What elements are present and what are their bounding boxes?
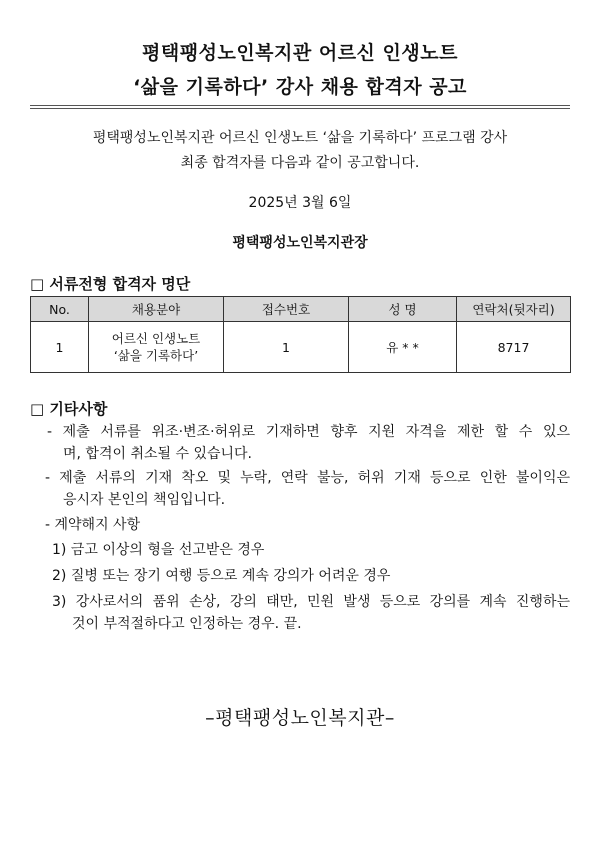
note-item-falsification: - 제출 서류를 위조·변조·허위로 기재하면 향후 지원 자격을 제한 할 수 있으 bbox=[47, 424, 570, 440]
cell-receipt: 1 bbox=[224, 322, 349, 373]
cell-no: 1 bbox=[31, 322, 89, 373]
note-item-responsibility: - 제출 서류의 기재 착오 및 누락, 연락 불능, 허위 기재 등으로 인한 불이익은 bbox=[45, 470, 570, 486]
cell-field bbox=[89, 322, 224, 373]
header-receipt-number: 접수번호 bbox=[224, 297, 349, 322]
header-field: 채용분야 bbox=[89, 297, 224, 322]
cell-contact: 8717 bbox=[457, 322, 571, 373]
section-heading-other: □ 기타사항 bbox=[30, 400, 108, 418]
termination-item-3-cont: 것이 부적절하다고 인정하는 경우. 끝. bbox=[72, 616, 302, 632]
notice-title-line1: 평택팽성노인복지관 어르신 인생노트 bbox=[142, 42, 458, 64]
footer-organization: –평택팽성노인복지관– bbox=[205, 707, 395, 729]
cell-name: 유 * * bbox=[349, 322, 457, 373]
intro-line2: 최종 합격자를 다음과 같이 공고합니다. bbox=[180, 155, 420, 171]
termination-item-3: 3) 강사로서의 품위 손상, 강의 태만, 민원 발생 등으로 강의를 계속 진행하는 bbox=[52, 594, 570, 610]
termination-item-1: 1) 금고 이상의 형을 선고받은 경우 bbox=[52, 542, 265, 558]
note-item-responsibility-cont: 응시자 본인의 책임입니다. bbox=[63, 492, 226, 508]
cell-field-line1: 어르신 인생노트 bbox=[111, 331, 201, 346]
intro-line1: 평택팽성노인복지관 어르신 인생노트 ‘삶을 기록하다’ 프로그램 강사 bbox=[92, 130, 508, 146]
header-name: 성 명 bbox=[349, 297, 457, 322]
title-divider-bottom bbox=[30, 108, 570, 109]
termination-item-2: 2) 질병 또는 장기 여행 등으로 계속 강의가 어려운 경우 bbox=[52, 568, 391, 584]
section-heading-passers: □ 서류전형 합격자 명단 bbox=[30, 275, 191, 293]
table-row bbox=[31, 322, 571, 373]
notice-title-line2: ‘삶을 기록하다’ 강사 채용 합격자 공고 bbox=[133, 76, 467, 98]
cell-field-line2: ‘삶을 기록하다’ bbox=[113, 348, 199, 363]
passers-table bbox=[30, 296, 571, 373]
header-no: No. bbox=[31, 297, 89, 322]
organization-signature: 평택팽성노인복지관장 bbox=[232, 235, 368, 251]
notice-date: 2025년 3월 6일 bbox=[248, 195, 352, 211]
title-divider-top bbox=[30, 105, 570, 106]
header-contact: 연락처(뒷자리) bbox=[457, 297, 571, 322]
note-item-termination: - 계약해지 사항 bbox=[45, 517, 141, 533]
note-item-falsification-cont: 며, 합격이 취소될 수 있습니다. bbox=[63, 446, 252, 462]
table-header-row bbox=[31, 297, 571, 322]
